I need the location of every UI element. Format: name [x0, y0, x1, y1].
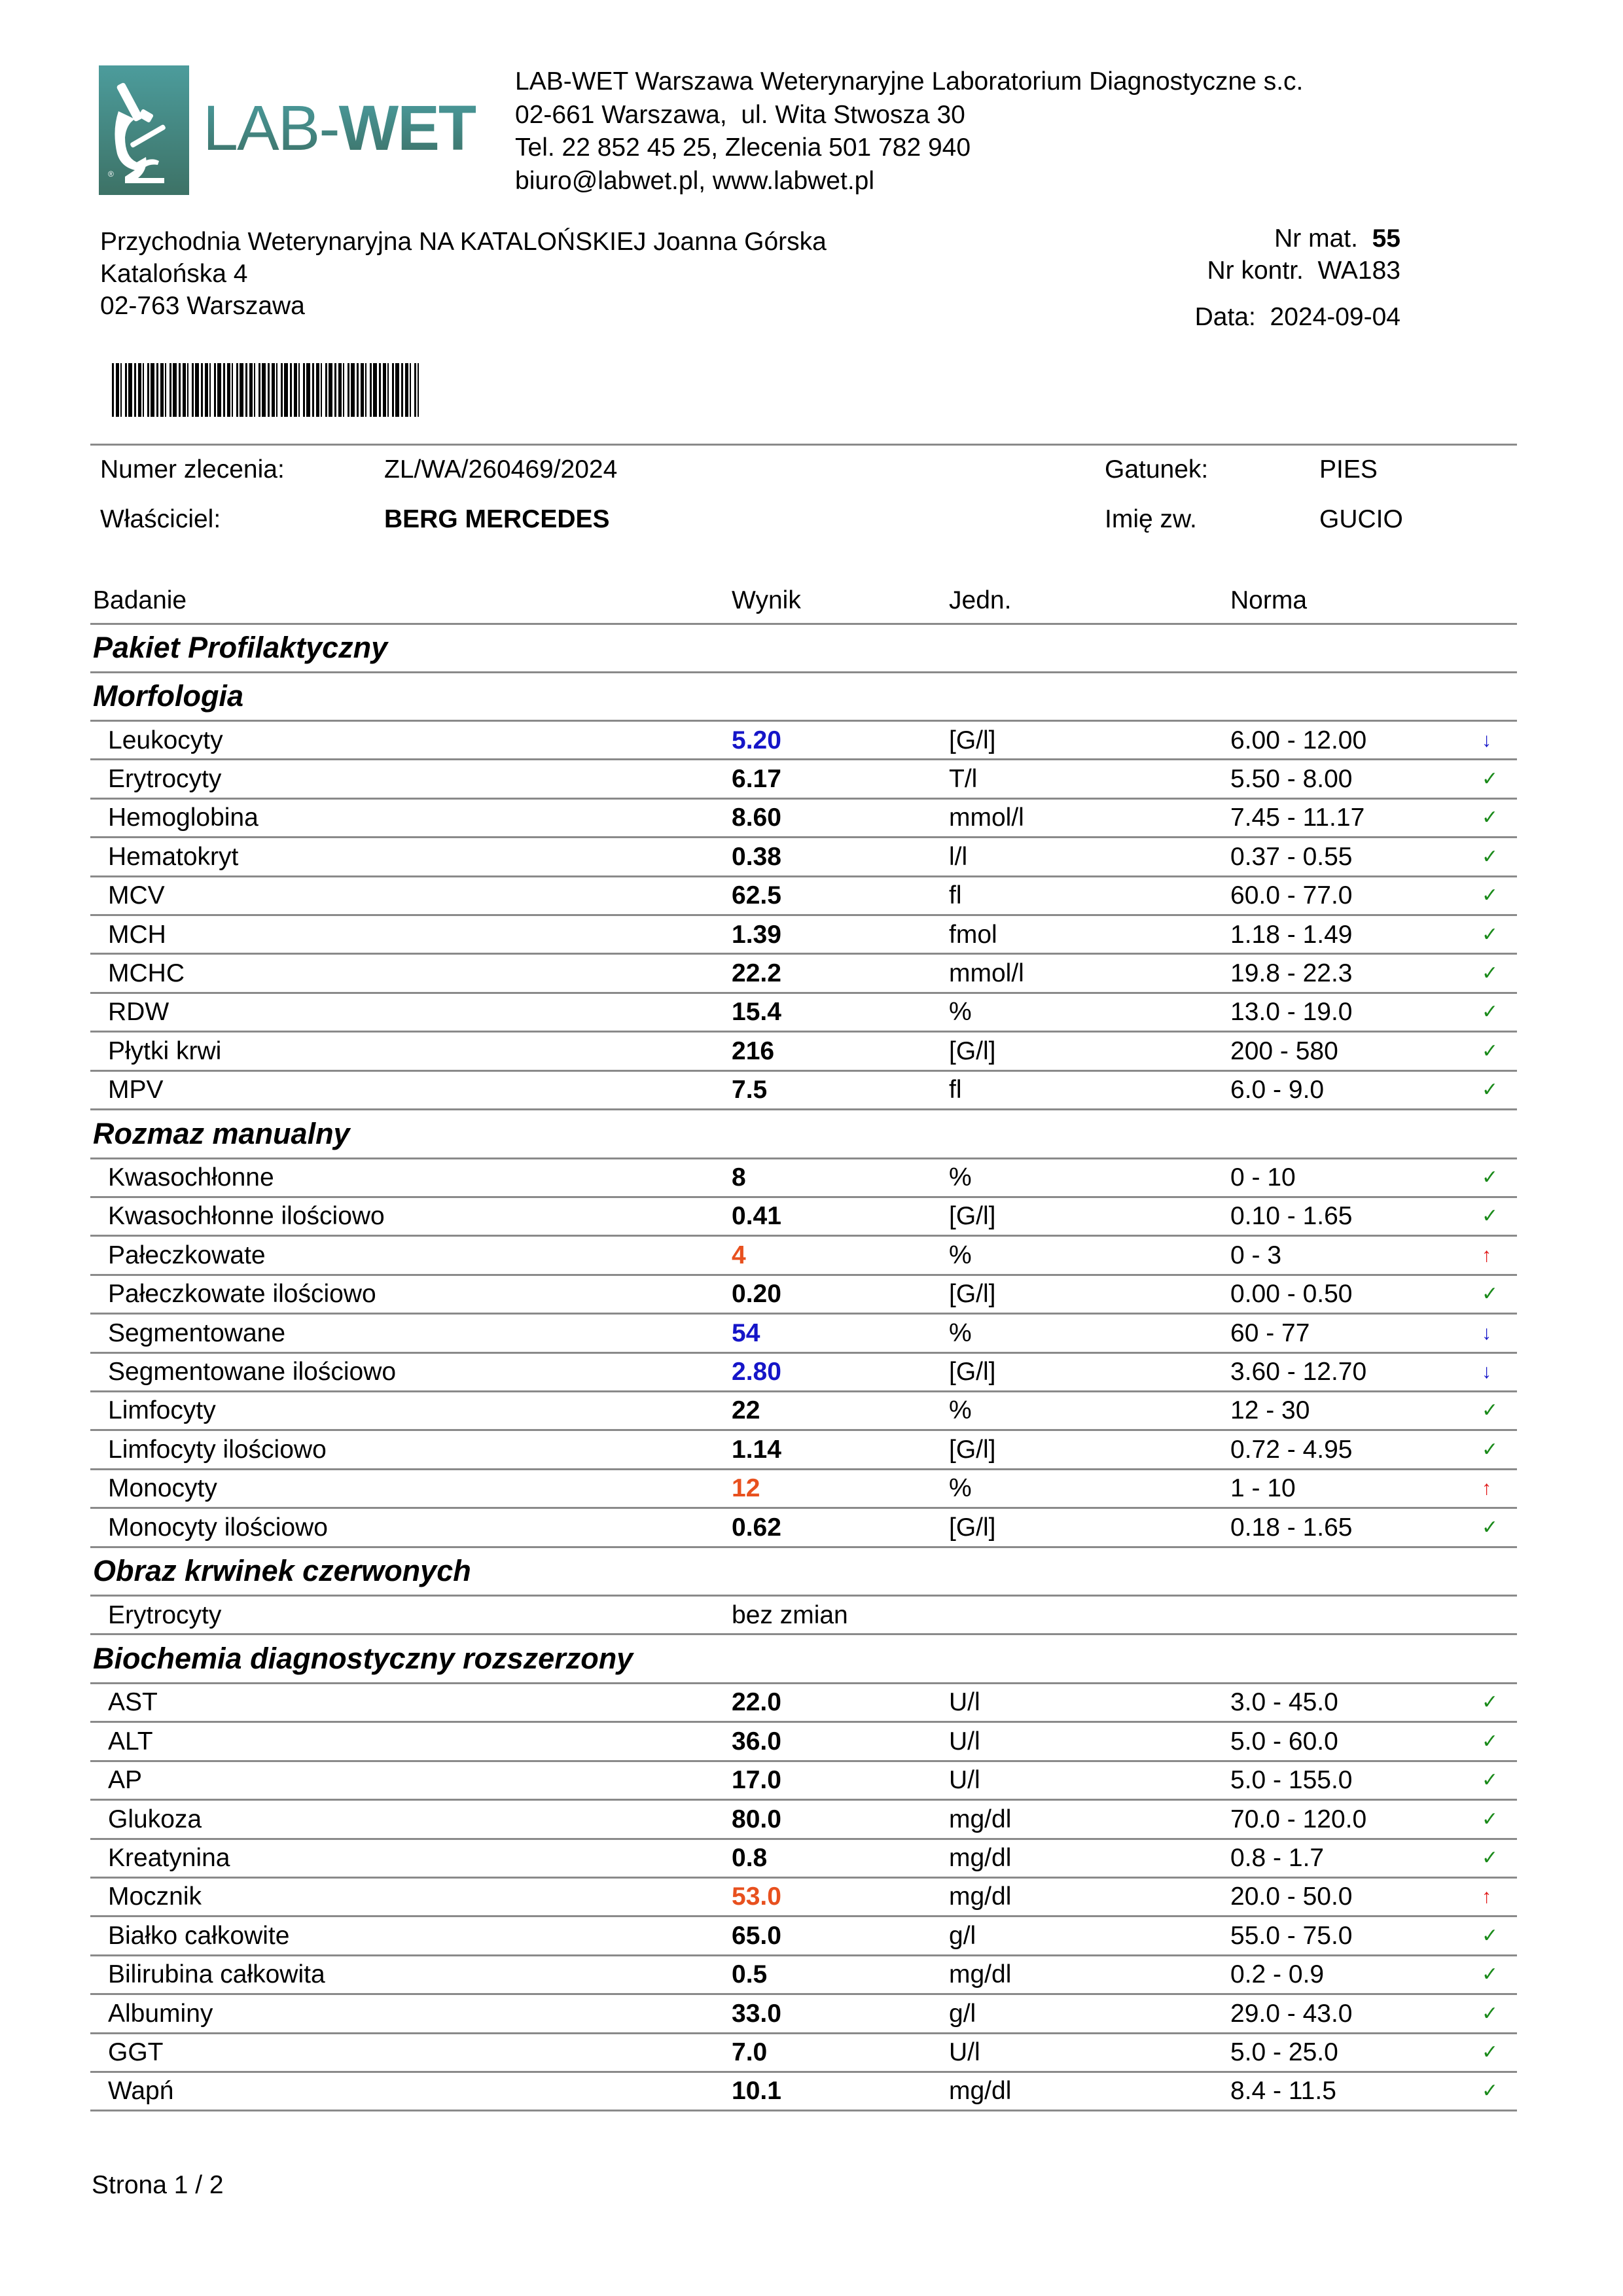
- logo-wordmark-light: LAB-: [203, 92, 339, 164]
- clinic-name: Przychodnia Weterynaryjna NA KATALOŃSKIEJ Joanna Górska: [100, 228, 827, 256]
- test-name: MCH: [108, 920, 166, 949]
- divider: [90, 671, 1517, 673]
- arrow-up-icon: ↑: [1482, 1886, 1491, 1908]
- date-label: Data:: [1194, 303, 1256, 331]
- reference-range: 5.50 - 8.00: [1230, 764, 1353, 793]
- result-value: 0.38: [732, 842, 781, 871]
- table-row: [90, 915, 1517, 954]
- test-name: Płytki krwi: [108, 1036, 222, 1065]
- unit: [G/l]: [949, 1513, 996, 1542]
- reference-range: 0.72 - 4.95: [1230, 1435, 1353, 1464]
- result-value: 7.0: [732, 2038, 768, 2066]
- result-value: 0.62: [732, 1513, 781, 1542]
- unit: fl: [949, 1076, 962, 1104]
- test-name: Kwasochłonne: [108, 1163, 274, 1192]
- check-icon: ✓: [1482, 1167, 1499, 1188]
- result-value: 7.5: [732, 1076, 768, 1104]
- result-value: 80.0: [732, 1805, 781, 1833]
- test-name: Kwasochłonne ilościowo: [108, 1202, 385, 1231]
- arrow-up-icon: ↑: [1482, 1477, 1491, 1500]
- logo-microscope-box: [99, 65, 189, 195]
- unit: %: [949, 1396, 972, 1425]
- reference-range: 6.0 - 9.0: [1230, 1076, 1325, 1104]
- check-icon: ✓: [1482, 885, 1499, 907]
- lab-phone: Tel. 22 852 45 25, Zlecenia 501 782 940: [515, 133, 971, 162]
- order-number-value: ZL/WA/260469/2024: [384, 455, 618, 484]
- test-name: MCV: [108, 881, 165, 910]
- table-row: [90, 1596, 1517, 1634]
- reference-range: 0.37 - 0.55: [1230, 842, 1353, 871]
- reference-range: 0.18 - 1.65: [1230, 1513, 1353, 1542]
- test-name: Monocyty ilościowo: [108, 1513, 328, 1542]
- unit: %: [949, 1241, 972, 1269]
- reference-range: 0.2 - 0.9: [1230, 1960, 1325, 1989]
- result-value: 33.0: [732, 1999, 781, 2028]
- test-name: Hematokryt: [108, 842, 239, 871]
- unit: %: [949, 998, 972, 1027]
- test-name: RDW: [108, 998, 169, 1027]
- lab-address: 02-661 Warszawa, ul. Wita Stwosza 30: [515, 100, 965, 129]
- table-row: [90, 1761, 1517, 1799]
- table-row: [90, 1508, 1517, 1547]
- result-value: 4: [732, 1241, 746, 1269]
- table-row: [90, 798, 1517, 837]
- result-value: 216: [732, 1036, 775, 1065]
- unit: fmol: [949, 920, 997, 949]
- logo-wordmark-bold: WET: [338, 92, 476, 164]
- check-icon: ✓: [1482, 1079, 1499, 1101]
- reference-range: 1 - 10: [1230, 1474, 1296, 1503]
- test-name: Bilirubina całkowita: [108, 1960, 325, 1989]
- reference-range: 0.10 - 1.65: [1230, 1202, 1353, 1231]
- test-name: Kreatynina: [108, 1844, 230, 1872]
- microscope-icon: [99, 65, 189, 195]
- unit: mg/dl: [949, 1960, 1012, 1989]
- table-row: [90, 954, 1517, 993]
- table-row: [90, 1955, 1517, 1994]
- unit: [G/l]: [949, 1202, 996, 1231]
- result-value: 8: [732, 1163, 746, 1192]
- check-icon: ✓: [1482, 2002, 1499, 2024]
- lab-address-block: [515, 65, 1303, 198]
- result-value: 0.41: [732, 1202, 781, 1231]
- test-name: Białko całkowite: [108, 1921, 290, 1950]
- test-name: Pałeczkowate: [108, 1241, 266, 1269]
- check-icon: ✓: [1482, 845, 1499, 868]
- table-row: [90, 1158, 1517, 1197]
- unit: [G/l]: [949, 726, 996, 754]
- result-value: 1.39: [732, 920, 781, 949]
- check-icon: ✓: [1482, 1769, 1499, 1792]
- arrow-down-icon: ↓: [1482, 1322, 1491, 1344]
- result-value: 8.60: [732, 804, 781, 832]
- table-row: [90, 1469, 1517, 1508]
- test-name: Limfocyty: [108, 1396, 216, 1425]
- table-row: [90, 1070, 1517, 1109]
- reference-range: 60.0 - 77.0: [1230, 881, 1353, 910]
- check-icon: ✓: [1482, 1438, 1499, 1460]
- arrow-down-icon: ↓: [1482, 729, 1491, 751]
- table-row: [90, 721, 1517, 760]
- reference-range: 1.18 - 1.49: [1230, 920, 1353, 949]
- animal-name-value: GUCIO: [1319, 505, 1403, 533]
- result-value: 62.5: [732, 881, 781, 910]
- result-value: 22.2: [732, 959, 781, 987]
- table-row: [90, 760, 1517, 798]
- section-title: Obraz krwinek czerwonych: [93, 1554, 471, 1587]
- unit: T/l: [949, 764, 978, 793]
- col-header-norm: Norma: [1230, 586, 1308, 614]
- table-row: [90, 2072, 1517, 2110]
- check-icon: ✓: [1482, 1808, 1499, 1830]
- nr-mat-value: 55: [1372, 224, 1400, 253]
- unit: g/l: [949, 1999, 976, 2028]
- unit: [G/l]: [949, 1280, 996, 1309]
- check-icon: ✓: [1482, 1283, 1499, 1305]
- table-row: [90, 1800, 1517, 1839]
- unit: U/l: [949, 2038, 980, 2066]
- unit: mg/dl: [949, 1844, 1012, 1872]
- test-name: GGT: [108, 2038, 164, 2066]
- test-name: Hemoglobina: [108, 804, 259, 832]
- table-row: [90, 1683, 1517, 1722]
- clinic-city: 02-763 Warszawa: [100, 292, 305, 320]
- table-row: [90, 1916, 1517, 1955]
- table-row: [90, 1275, 1517, 1313]
- table-row: [90, 1430, 1517, 1469]
- check-icon: ✓: [1482, 1001, 1499, 1023]
- reference-range: 3.0 - 45.0: [1230, 1688, 1338, 1717]
- table-row: [90, 1197, 1517, 1235]
- section-title: Biochemia diagnostyczny rozszerzony: [93, 1641, 633, 1675]
- divider: [90, 2110, 1517, 2111]
- check-icon: ✓: [1482, 1516, 1499, 1538]
- check-icon: ✓: [1482, 1730, 1499, 1752]
- clinic-address-block: [100, 226, 827, 322]
- reference-range: 0 - 3: [1230, 1241, 1282, 1269]
- result-value: 5.20: [732, 726, 781, 754]
- reference-range: 19.8 - 22.3: [1230, 959, 1353, 987]
- result-value: 10.1: [732, 2077, 781, 2106]
- reference-range: 3.60 - 12.70: [1230, 1358, 1367, 1386]
- result-value: 53.0: [732, 1882, 781, 1911]
- test-name: Albuminy: [108, 1999, 213, 2028]
- unit: fl: [949, 881, 962, 910]
- table-row: [90, 1391, 1517, 1430]
- result-value: 0.20: [732, 1280, 781, 1309]
- check-icon: ✓: [1482, 2080, 1499, 2102]
- result-value: 12: [732, 1474, 760, 1503]
- owner-value: BERG MERCEDES: [384, 505, 610, 533]
- lab-contact: biuro@labwet.pl, www.labwet.pl: [515, 166, 875, 195]
- reference-range: 20.0 - 50.0: [1230, 1882, 1353, 1911]
- col-header-unit: Jedn.: [949, 586, 1012, 614]
- table-row: [90, 1722, 1517, 1761]
- reference-range: 5.0 - 155.0: [1230, 1766, 1353, 1795]
- reference-range: 12 - 30: [1230, 1396, 1310, 1425]
- reference-range: 29.0 - 43.0: [1230, 1999, 1353, 2028]
- animal-name-label: Imię zw.: [1105, 505, 1197, 533]
- unit: mg/dl: [949, 2077, 1012, 2106]
- test-name: MPV: [108, 1076, 164, 1104]
- test-name: Wapń: [108, 2077, 174, 2106]
- divider: [90, 444, 1517, 446]
- reference-range: 70.0 - 120.0: [1230, 1805, 1367, 1833]
- result-value: 15.4: [732, 998, 781, 1027]
- reference-range: 5.0 - 25.0: [1230, 2038, 1338, 2066]
- test-name: AP: [108, 1766, 143, 1795]
- arrow-down-icon: ↓: [1482, 1361, 1491, 1383]
- table-row: [90, 993, 1517, 1031]
- reference-range: 60 - 77: [1230, 1318, 1310, 1347]
- test-name: Glukoza: [108, 1805, 202, 1833]
- test-name: Pałeczkowate ilościowo: [108, 1280, 376, 1309]
- table-row: [90, 1236, 1517, 1275]
- page-number: Strona 1 / 2: [92, 2171, 224, 2199]
- reference-range: 55.0 - 75.0: [1230, 1921, 1353, 1950]
- nr-mat-label: Nr mat.: [1274, 224, 1358, 253]
- result-value: 22: [732, 1396, 760, 1425]
- unit: mg/dl: [949, 1805, 1012, 1833]
- owner-label: Właściciel:: [100, 505, 221, 533]
- arrow-up-icon: ↑: [1482, 1244, 1491, 1266]
- reference-range: 200 - 580: [1230, 1036, 1338, 1065]
- check-icon: ✓: [1482, 923, 1499, 945]
- reference-range: 13.0 - 19.0: [1230, 998, 1353, 1027]
- test-name: Segmentowane ilościowo: [108, 1358, 397, 1386]
- result-value: 65.0: [732, 1921, 781, 1950]
- table-row: [90, 1839, 1517, 1877]
- check-icon: ✓: [1482, 962, 1499, 984]
- result-value: 17.0: [732, 1766, 781, 1795]
- unit: U/l: [949, 1766, 980, 1795]
- test-name: Erytrocyty: [108, 1600, 222, 1629]
- table-row: [90, 1352, 1517, 1391]
- unit: mmol/l: [949, 959, 1024, 987]
- reference-range: 0 - 10: [1230, 1163, 1296, 1192]
- table-row: [90, 838, 1517, 876]
- reference-range: 0.8 - 1.7: [1230, 1844, 1325, 1872]
- result-value: 22.0: [732, 1688, 781, 1717]
- test-name: AST: [108, 1688, 158, 1717]
- logo-wordmark: [203, 92, 476, 164]
- result-value: 2.80: [732, 1358, 781, 1386]
- table-row: [90, 2033, 1517, 2072]
- unit: mg/dl: [949, 1882, 1012, 1911]
- unit: [G/l]: [949, 1435, 996, 1464]
- check-icon: ✓: [1482, 1400, 1499, 1422]
- table-row: [90, 1877, 1517, 1916]
- test-name: Segmentowane: [108, 1318, 286, 1347]
- result-value: 54: [732, 1318, 760, 1347]
- result-value: 1.14: [732, 1435, 781, 1464]
- unit: mmol/l: [949, 804, 1024, 832]
- unit: %: [949, 1474, 972, 1503]
- test-name: MCHC: [108, 959, 185, 987]
- unit: l/l: [949, 842, 968, 871]
- nr-kontr-value: WA183: [1317, 256, 1400, 285]
- check-icon: ✓: [1482, 1924, 1499, 1947]
- result-value: 0.5: [732, 1960, 768, 1989]
- reference-range: 6.00 - 12.00: [1230, 726, 1367, 754]
- reference-range: 7.45 - 11.17: [1230, 804, 1365, 832]
- lab-name: LAB-WET Warszawa Weterynaryjne Laboratorium Diagnostyczne s.c.: [515, 67, 1304, 96]
- test-name: Erytrocyty: [108, 764, 222, 793]
- check-icon: ✓: [1482, 1691, 1499, 1714]
- test-name: Monocyty: [108, 1474, 217, 1503]
- species-label: Gatunek:: [1105, 455, 1209, 484]
- col-header-test: Badanie: [93, 586, 187, 614]
- order-number-label: Numer zlecenia:: [100, 455, 285, 484]
- unit: U/l: [949, 1688, 980, 1717]
- svg-text:®: ®: [108, 169, 114, 179]
- unit: %: [949, 1163, 972, 1192]
- check-icon: ✓: [1482, 1040, 1499, 1062]
- test-name: Limfocyty ilościowo: [108, 1435, 327, 1464]
- clinic-street: Katalońska 4: [100, 260, 248, 288]
- nr-kontr: [1195, 255, 1400, 287]
- species-value: PIES: [1319, 455, 1378, 484]
- result-value: 36.0: [732, 1727, 781, 1756]
- reference-range: 8.4 - 11.5: [1230, 2077, 1336, 2106]
- unit: [G/l]: [949, 1358, 996, 1386]
- result-value: bez zmian: [732, 1600, 848, 1629]
- check-icon: ✓: [1482, 2041, 1499, 2063]
- date-value: 2024-09-04: [1270, 303, 1400, 331]
- test-name: Mocznik: [108, 1882, 202, 1911]
- result-value: 6.17: [732, 764, 781, 793]
- table-row: [90, 1032, 1517, 1070]
- package-title: Pakiet Profilaktyczny: [93, 631, 388, 664]
- check-icon: ✓: [1482, 1205, 1499, 1227]
- barcode: [112, 363, 419, 417]
- unit: [G/l]: [949, 1036, 996, 1065]
- table-row: [90, 1994, 1517, 2033]
- check-icon: ✓: [1482, 1964, 1499, 1986]
- col-header-result: Wynik: [732, 586, 801, 614]
- unit: U/l: [949, 1727, 980, 1756]
- report-date: [1195, 301, 1400, 333]
- result-value: 0.8: [732, 1844, 768, 1872]
- unit: %: [949, 1318, 972, 1347]
- check-icon: ✓: [1482, 1847, 1499, 1869]
- test-name: Leukocyty: [108, 726, 223, 754]
- reference-range: 5.0 - 60.0: [1230, 1727, 1338, 1756]
- report-meta: [1195, 222, 1400, 333]
- nr-mat: [1195, 222, 1400, 255]
- check-icon: ✓: [1482, 768, 1499, 790]
- table-row: [90, 876, 1517, 915]
- unit: g/l: [949, 1921, 976, 1950]
- nr-kontr-label: Nr kontr.: [1207, 256, 1304, 285]
- section-title: Rozmaz manualny: [93, 1116, 350, 1150]
- section-title: Morfologia: [93, 679, 243, 713]
- check-icon: ✓: [1482, 807, 1499, 829]
- reference-range: 0.00 - 0.50: [1230, 1280, 1353, 1309]
- test-name: ALT: [108, 1727, 153, 1756]
- table-row: [90, 1314, 1517, 1352]
